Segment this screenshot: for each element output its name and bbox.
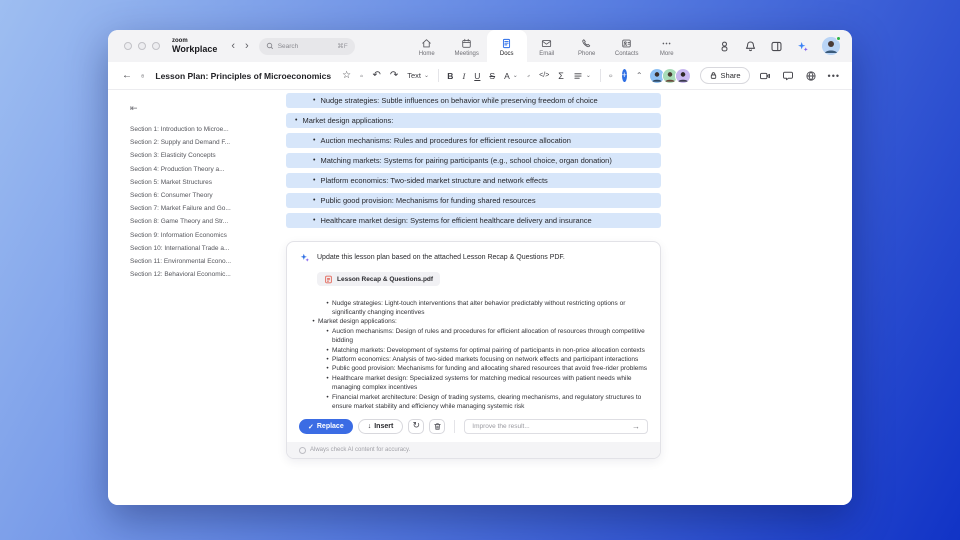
pdf-file-icon — [324, 275, 333, 284]
outline-section-item[interactable]: Section 3: Elasticity Concepts — [130, 152, 216, 160]
tab-more[interactable]: More — [647, 30, 687, 62]
doc-content-area — [108, 90, 852, 505]
home-icon — [421, 38, 432, 49]
user-avatar[interactable] — [822, 37, 840, 55]
formula-icon[interactable]: Σ — [558, 70, 564, 81]
global-search-input[interactable]: Search ⌘F — [259, 38, 355, 55]
back-icon[interactable]: ← — [122, 70, 132, 81]
presence-online-dot — [836, 36, 841, 41]
mail-icon — [541, 38, 552, 49]
ai-response-text: Nudge strategies: Light-touch interventions that alter behavior predictably without restricting options or significantly changing incentives — [332, 299, 626, 316]
highlighted-doc-line[interactable] — [286, 193, 661, 208]
collaborator-avatars[interactable] — [652, 68, 691, 84]
share-button[interactable]: Share — [700, 67, 750, 84]
ai-response-bullet — [305, 355, 648, 364]
comment-icon[interactable] — [609, 70, 612, 82]
bullet-icon: • — [326, 327, 329, 335]
outline-section-item[interactable]: Section 6: Consumer Theory — [130, 192, 213, 200]
ai-response-text: Market design applications: — [318, 318, 397, 326]
ai-response-bullet — [305, 346, 648, 355]
ai-response-bullet — [305, 327, 648, 346]
action-divider — [454, 420, 455, 433]
more-options-icon[interactable]: ••• — [827, 70, 840, 81]
favorite-star-icon[interactable]: ☆ — [342, 70, 352, 81]
side-panel-toggle-icon[interactable] — [770, 40, 783, 53]
highlighted-doc-line[interactable] — [286, 133, 661, 148]
redo-icon[interactable]: ↷ — [389, 70, 399, 81]
doc-title[interactable]: Lesson Plan: Principles of Microeconomics — [155, 70, 332, 81]
cloud-status-icon — [360, 70, 363, 82]
outline-section-item[interactable]: Section 7: Market Failure and Go... — [130, 205, 231, 213]
bullet-icon: • — [326, 365, 329, 373]
discard-button[interactable] — [429, 419, 445, 434]
ai-disclaimer: Always check AI content for accuracy. — [287, 442, 660, 458]
ai-response-bullet — [305, 374, 648, 393]
nav-forward-button[interactable]: › — [245, 40, 249, 52]
outline-section-item[interactable]: Section 10: International Trade a... — [130, 244, 230, 252]
bold-button[interactable]: B — [447, 70, 454, 81]
strikethrough-button[interactable]: S — [489, 70, 496, 81]
bullet-icon: • — [313, 137, 316, 144]
list-icon — [573, 71, 583, 81]
contacts-icon — [621, 38, 632, 49]
tab-docs[interactable]: Docs — [487, 30, 527, 62]
bullet-icon: • — [326, 346, 329, 354]
replace-button[interactable]: ✓ Replace — [299, 419, 353, 434]
doc-line-text: Healthcare market design: Systems for efficient healthcare delivery and insurance — [320, 216, 592, 225]
ai-companion-panel — [286, 241, 661, 459]
highlighted-doc-line[interactable] — [286, 113, 661, 128]
ai-companion-icon[interactable] — [796, 40, 809, 53]
trash-icon — [433, 422, 442, 431]
ai-sparkle-icon — [299, 252, 310, 263]
check-icon: ✓ — [308, 423, 314, 431]
add-block-button[interactable]: + — [621, 70, 627, 80]
bullet-icon: • — [312, 318, 315, 326]
highlighted-doc-line[interactable] — [286, 213, 661, 228]
doc-line-text: Public good provision: Mechanisms for funding shared resources — [320, 196, 536, 205]
doc-editor[interactable] — [286, 90, 661, 505]
text-style-dropdown[interactable]: Text ⌄ — [407, 71, 430, 80]
app-nav-tabs — [407, 30, 687, 62]
ai-response-bullet — [305, 364, 648, 373]
outline-section-item[interactable]: Section 8: Game Theory and Str... — [130, 218, 229, 226]
bullet-icon: • — [295, 117, 298, 124]
bullet-icon: • — [326, 299, 329, 307]
code-block-icon[interactable]: </> — [539, 72, 550, 79]
regenerate-button[interactable] — [408, 419, 424, 434]
tab-contacts[interactable]: Contacts — [607, 30, 647, 62]
bullet-icon: • — [326, 393, 329, 401]
window-controls[interactable] — [124, 42, 160, 50]
submit-arrow-icon[interactable]: → — [632, 422, 640, 432]
outline-section-item[interactable]: Section 12: Behavioral Economic... — [130, 271, 231, 279]
ai-response-bullet — [305, 317, 648, 326]
improve-result-field[interactable] — [464, 419, 648, 434]
bullet-icon: • — [326, 355, 329, 363]
ai-prompt-text: Update this lesson plan based on the attached Lesson Recap & Questions PDF. — [317, 254, 565, 261]
ai-response-bullet — [305, 393, 648, 412]
lock-icon — [709, 71, 718, 80]
globe-icon[interactable] — [805, 70, 817, 82]
notifications-bell-icon[interactable] — [744, 40, 757, 53]
more-icon — [661, 38, 672, 49]
outline-section-item[interactable]: Section 11: Environmental Econo... — [130, 258, 232, 266]
ai-response-text: Matching markets: Development of systems for optimal pairing of participants in non-price allocation contexts — [332, 346, 645, 354]
list-format-dropdown[interactable]: ⌄ — [573, 71, 591, 81]
doc-page-icon[interactable] — [141, 70, 144, 82]
collaborator-avatar[interactable] — [675, 68, 691, 84]
doc-line-text: Matching markets: Systems for pairing participants (e.g., school choice, organ donation) — [320, 156, 612, 165]
ai-response — [305, 299, 648, 412]
italic-button[interactable]: I — [462, 70, 466, 81]
outline-section-item[interactable]: Section 1: Introduction to Microe... — [130, 126, 229, 133]
ai-response-bullet — [305, 299, 648, 318]
outline-section-item[interactable]: Section 4: Production Theory a... — [130, 165, 225, 173]
ai-response-text: Public good provision: Mechanisms for funding and allocating shared resources that avoid free-rider problems — [332, 365, 648, 373]
doc-line-text: Auction mechanisms: Rules and procedures for efficient resource allocation — [320, 136, 571, 145]
bullet-icon: • — [313, 177, 316, 184]
close-window-button[interactable] — [124, 42, 132, 50]
ai-response-text: Financial market architecture: Design of trading systems, clearing mechanisms, and regulatory structures to ensure market stability and efficiency while managing systemic risk — [332, 393, 642, 410]
arrow-down-icon: ↓ — [367, 423, 372, 431]
bullet-icon: • — [313, 97, 316, 104]
ai-response-text: Platform economics: Analysis of two-sided markets focusing on network effects and participant interactions — [332, 355, 639, 363]
maximize-window-button[interactable] — [152, 42, 160, 50]
tab-meetings[interactable]: Meetings — [447, 30, 487, 62]
insert-button[interactable]: ↓ Insert — [358, 419, 404, 434]
highlighted-doc-line[interactable] — [286, 173, 661, 188]
search-shortcut: ⌘F — [337, 43, 348, 50]
search-icon — [266, 42, 274, 50]
highlighted-doc-line[interactable] — [286, 93, 661, 108]
bullet-icon: • — [313, 197, 316, 204]
collapse-outline-icon[interactable]: ⇤ — [130, 104, 138, 114]
link-icon[interactable] — [527, 70, 530, 82]
highlighted-doc-line[interactable] — [286, 153, 661, 168]
doc-toolbar — [108, 62, 852, 90]
outline-section-item[interactable]: Section 9: Information Economics — [130, 231, 227, 239]
text-color-dropdown[interactable]: A ⌄ — [504, 70, 518, 81]
app-titlebar — [108, 30, 852, 62]
history-icon[interactable] — [718, 40, 731, 53]
outline-section-item[interactable]: Section 5: Market Structures — [130, 178, 213, 186]
tab-phone[interactable]: Phone — [567, 30, 607, 62]
phone-icon — [581, 38, 592, 49]
tab-home[interactable]: Home — [407, 30, 447, 62]
doc-line-text: Platform economics: Two-sided market structure and network effects — [320, 176, 548, 185]
chat-bubble-icon[interactable] — [782, 70, 794, 82]
doc-line-text: Nudge strategies: Subtle influences on behavior while preserving freedom of choice — [320, 96, 598, 105]
underline-button[interactable]: U — [474, 70, 481, 81]
zoom-workplace-window — [108, 30, 852, 505]
calendar-icon — [461, 38, 472, 49]
video-camera-icon[interactable] — [759, 70, 771, 82]
bullet-icon: • — [313, 217, 316, 224]
outline-section-item[interactable]: Section 2: Supply and Demand F... — [130, 139, 231, 147]
tab-email[interactable]: Email — [527, 30, 567, 62]
bullet-icon: • — [326, 374, 329, 382]
bullet-icon: • — [313, 157, 316, 164]
pdf-attachment-chip[interactable]: Lesson Recap & Questions.pdf — [317, 272, 440, 286]
improve-result-input[interactable] — [472, 423, 628, 430]
outline-sidebar — [108, 90, 286, 505]
ai-response-text: Healthcare market design: Specialized systems for matching medical resources with patient needs while managing complex incentives — [332, 374, 632, 392]
refresh-icon: ↻ — [412, 421, 421, 432]
ai-action-bar — [299, 419, 648, 434]
zoom-workplace-logo: zoom Workplace — [172, 38, 218, 54]
ai-response-text: Auction mechanisms: Design of rules and procedures for efficient allocation of resources through competitive bidding — [332, 327, 645, 345]
nav-back-button[interactable]: ‹ — [231, 40, 236, 52]
info-icon — [299, 447, 306, 454]
docs-icon — [501, 38, 512, 49]
undo-icon[interactable]: ↶ — [372, 70, 381, 81]
doc-line-text: Market design applications: — [302, 116, 394, 125]
collapse-toolbar-icon[interactable]: ⌃ — [635, 71, 643, 80]
minimize-window-button[interactable] — [138, 42, 146, 50]
